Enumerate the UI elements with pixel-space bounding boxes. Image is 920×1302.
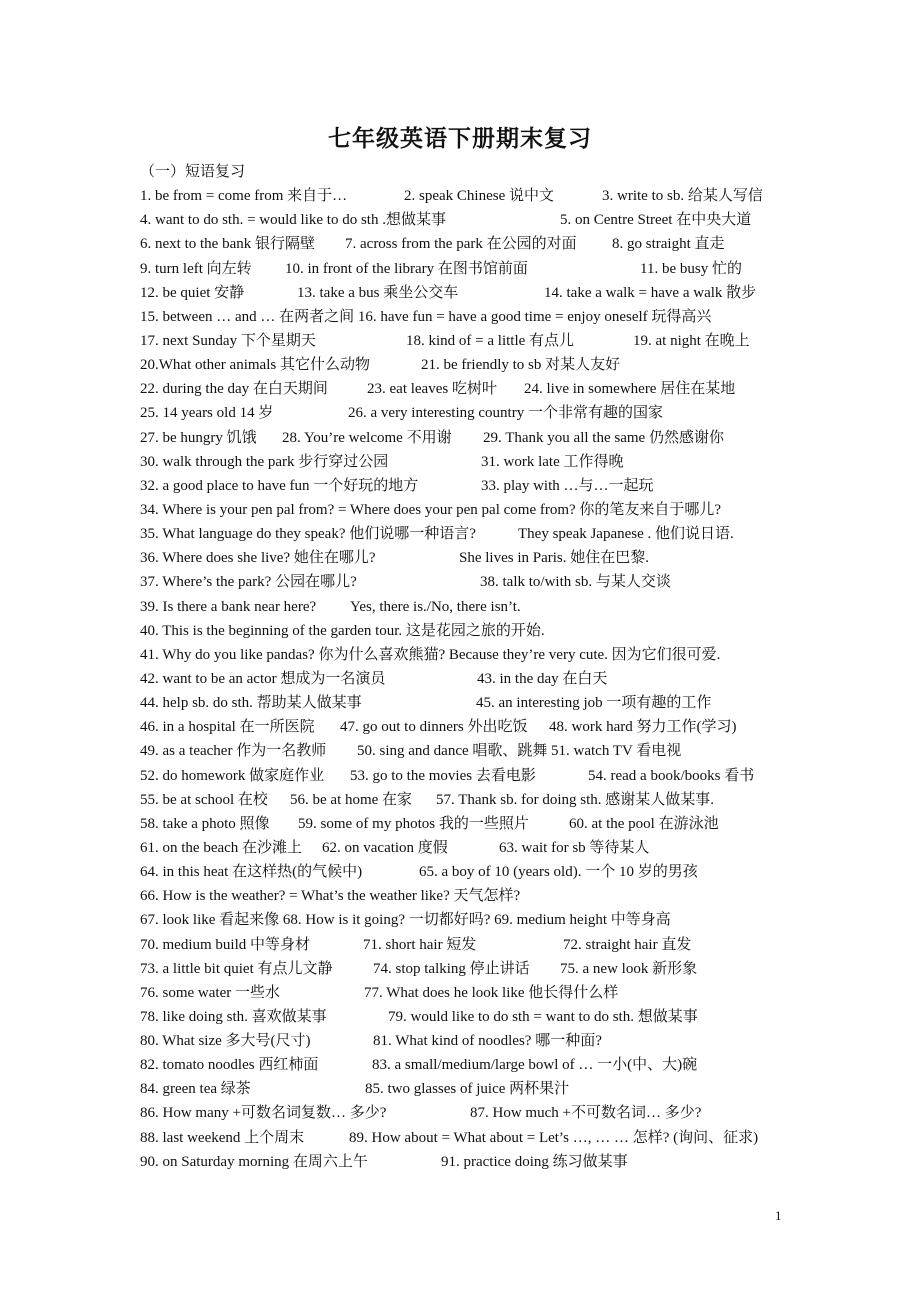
phrase-entry: 25. 14 years old 14 岁 [140,405,274,422]
phrase-entry: 17. next Sunday 下个星期天 [140,332,316,349]
phrase-entry: 88. last weekend 上个周末 [140,1129,305,1146]
phrase-entry: 4. want to do sth. = would like to do sth .想做某事 [140,212,446,229]
phrase-entry: 18. kind of = a little 有点儿 [406,332,575,349]
phrase-entry: 89. How about = What about = Let’s …, … … 怎样? (询问、征求) [349,1129,759,1146]
phrase-entry: 3. write to sb. 给某人写信 [602,188,763,205]
phrase-entry: 23. eat leaves 吃树叶 [367,381,497,398]
phrase-entry: 84. green tea 绿茶 [140,1081,251,1098]
phrase-entry: 71. short hair 短发 [363,936,477,953]
phrase-entry: 15. between … and … 在两者之间 16. have fun = have a good time = enjoy oneself 玩得高兴 [140,308,712,325]
phrase-entry: 78. like doing sth. 喜欢做某事 [140,1008,327,1025]
phrase-entry: 87. How much +不可数名词… 多少? [470,1105,702,1122]
phrase-entry: 66. How is the weather? = What’s the weather like? 天气怎样? [140,888,521,905]
phrase-entry: Yes, there is./No, there isn’t. [350,598,521,615]
phrase-line [140,595,820,619]
phrase-entry: 47. go out to dinners 外出吃饭 [340,719,528,736]
phrase-line [140,788,820,812]
phrase-entry: 11. be busy 忙的 [640,260,742,277]
phrase-entry: 42. want to be an actor 想成为一名演员 [140,670,386,687]
phrase-line [140,933,820,957]
phrase-entry: 67. look like 看起来像 68. How is it going? 一切都好吗? 69. medium height 中等身高 [140,912,671,929]
phrase-line [140,908,820,932]
phrase-line [140,981,820,1005]
section-heading: （一）短语复习 [140,164,246,180]
phrase-entry: 24. live in somewhere 居住在某地 [524,381,736,398]
phrase-entry: 40. This is the beginning of the garden tour. 这是花园之旅的开始. [140,622,545,639]
phrase-line [140,232,820,256]
phrase-line [140,764,820,788]
phrase-entry: 21. be friendly to sb 对某人友好 [421,357,621,374]
phrase-entry: 44. help sb. do sth. 帮助某人做某事 [140,695,362,712]
phrase-line [140,836,820,860]
phrase-line [140,522,820,546]
phrase-line [140,812,820,836]
phrase-line [140,884,820,908]
phrase-entry: 85. two glasses of juice 两杯果汁 [365,1081,570,1098]
phrase-entry: 62. on vacation 度假 [322,839,448,856]
phrase-entry: 36. Where does she live? 她住在哪儿? [140,550,376,567]
phrase-entry: 41. Why do you like pandas? 你为什么喜欢熊猫? Because they’re very cute. 因为它们很可爱. [140,646,721,663]
phrase-entry: 35. What language do they speak? 他们说哪一种语言? [140,526,476,543]
phrase-entry: 33. play with …与…一起玩 [481,477,654,494]
phrase-entry: 49. as a teacher 作为一名教师 [140,743,327,760]
phrase-line [140,860,820,884]
phrase-entry: 56. be at home 在家 [290,791,413,808]
phrase-line [140,1005,820,1029]
phrase-entry: 46. in a hospital 在一所医院 [140,719,315,736]
phrase-entry: 28. You’re welcome 不用谢 [282,429,452,446]
phrase-entry: 81. What kind of noodles? 哪一种面? [373,1033,602,1050]
phrase-entry: 43. in the day 在白天 [477,670,608,687]
phrase-entry: 75. a new look 新形象 [560,960,698,977]
phrase-entry: 2. speak Chinese 说中文 [404,188,554,205]
phrase-line [140,691,820,715]
phrase-list [140,160,820,1174]
phrase-line [140,643,820,667]
phrase-entry: 13. take a bus 乘坐公交车 [297,284,459,301]
phrase-entry: 34. Where is your pen pal from? = Where does your pen pal come from? 你的笔友来自于哪儿? [140,501,722,518]
phrase-line [140,1126,820,1150]
phrase-entry: 12. be quiet 安静 [140,284,245,301]
phrase-entry: 31. work late 工作得晚 [481,453,624,470]
phrase-entry: 91. practice doing 练习做某事 [441,1153,628,1170]
phrase-entry: 77. What does he look like 他长得什么样 [364,984,619,1001]
phrase-line [140,498,820,522]
phrase-entry: 48. work hard 努力工作(学习) [549,719,737,736]
phrase-entry: 73. a little bit quiet 有点儿文静 [140,960,333,977]
phrase-entry: 58. take a photo 照像 [140,815,270,832]
phrase-line [140,667,820,691]
phrase-entry: 26. a very interesting country 一个非常有趣的国家 [348,405,663,422]
phrase-line [140,1077,820,1101]
phrase-entry: 64. in this heat 在这样热(的气候中) [140,864,363,881]
phrase-entry: 30. walk through the park 步行穿过公园 [140,453,389,470]
page-title: 七年级英语下册期末复习 [328,126,592,151]
page-number: 1 [775,1208,782,1223]
phrase-line [140,257,820,281]
phrase-line [140,957,820,981]
phrase-line [140,329,820,353]
phrase-entry: 1. be from = come from 来自于… [140,188,348,205]
phrase-line [140,715,820,739]
phrase-entry: 54. read a book/books 看书 [588,767,755,784]
phrase-entry: She lives in Paris. 她住在巴黎. [459,550,649,567]
phrase-line [140,160,820,184]
phrase-entry: They speak Japanese . 他们说日语. [518,526,734,543]
phrase-entry: 27. be hungry 饥饿 [140,429,257,446]
phrase-entry: 76. some water 一些水 [140,984,280,1001]
phrase-entry: 32. a good place to have fun 一个好玩的地方 [140,477,419,494]
phrase-line [140,1053,820,1077]
phrase-line [140,426,820,450]
phrase-line [140,450,820,474]
phrase-line [140,1150,820,1174]
phrase-entry: 39. Is there a bank near here? [140,598,317,615]
phrase-entry: 29. Thank you all the same 仍然感谢你 [483,429,724,446]
phrase-line [140,401,820,425]
phrase-line [140,353,820,377]
phrase-entry: 82. tomato noodles 西红柿面 [140,1057,319,1074]
phrase-entry: 63. wait for sb 等待某人 [499,839,650,856]
phrase-entry: 70. medium build 中等身材 [140,936,310,953]
phrase-entry: 86. How many +可数名词复数… 多少? [140,1105,387,1122]
phrase-entry: 52. do homework 做家庭作业 [140,767,325,784]
phrase-entry: 5. on Centre Street 在中央大道 [560,212,752,229]
phrase-line [140,184,820,208]
phrase-entry: 65. a boy of 10 (years old). 一个 10 岁的男孩 [419,864,698,881]
phrase-entry: 45. an interesting job 一项有趣的工作 [476,695,712,712]
phrase-line [140,474,820,498]
phrase-entry: 57. Thank sb. for doing sth. 感谢某人做某事. [436,791,715,808]
phrase-entry: 50. sing and dance 唱歌、跳舞 [357,743,548,760]
phrase-line [140,377,820,401]
phrase-entry: 20.What other animals 其它什么动物 [140,357,370,374]
phrase-entry: 90. on Saturday morning 在周六上午 [140,1153,368,1170]
phrase-entry: 79. would like to do sth = want to do sth. 想做某事 [388,1008,698,1025]
phrase-entry: 59. some of my photos 我的一些照片 [298,815,529,832]
phrase-entry: 51. watch TV 看电视 [551,743,682,760]
phrase-entry: 10. in front of the library 在图书馆前面 [285,260,528,277]
phrase-entry: 53. go to the movies 去看电影 [350,767,536,784]
phrase-entry: 80. What size 多大号(尺寸) [140,1033,311,1050]
phrase-line [140,570,820,594]
phrase-entry: 72. straight hair 直发 [563,936,692,953]
phrase-entry: 60. at the pool 在游泳池 [569,815,719,832]
phrase-entry: 74. stop talking 停止讲话 [373,960,530,977]
phrase-line [140,1101,820,1125]
phrase-line [140,281,820,305]
phrase-entry: 83. a small/medium/large bowl of … 一小(中、大)碗 [372,1057,698,1074]
phrase-entry: 22. during the day 在白天期间 [140,381,328,398]
phrase-entry: 55. be at school 在校 [140,791,268,808]
phrase-entry: 38. talk to/with sb. 与某人交谈 [480,574,671,591]
phrase-entry: 6. next to the bank 银行隔壁 [140,236,315,253]
phrase-line [140,546,820,570]
phrase-entry: 7. across from the park 在公园的对面 [345,236,577,253]
phrase-entry: 19. at night 在晚上 [633,332,750,349]
phrase-line [140,619,820,643]
phrase-line [140,739,820,763]
phrase-line [140,208,820,232]
phrase-entry: 37. Where’s the park? 公园在哪儿? [140,574,357,591]
phrase-entry: 9. turn left 向左转 [140,260,252,277]
phrase-entry: 14. take a walk = have a walk 散步 [544,284,757,301]
phrase-entry: 61. on the beach 在沙滩上 [140,839,303,856]
phrase-line [140,305,820,329]
phrase-line [140,1029,820,1053]
phrase-entry: 8. go straight 直走 [612,236,725,253]
